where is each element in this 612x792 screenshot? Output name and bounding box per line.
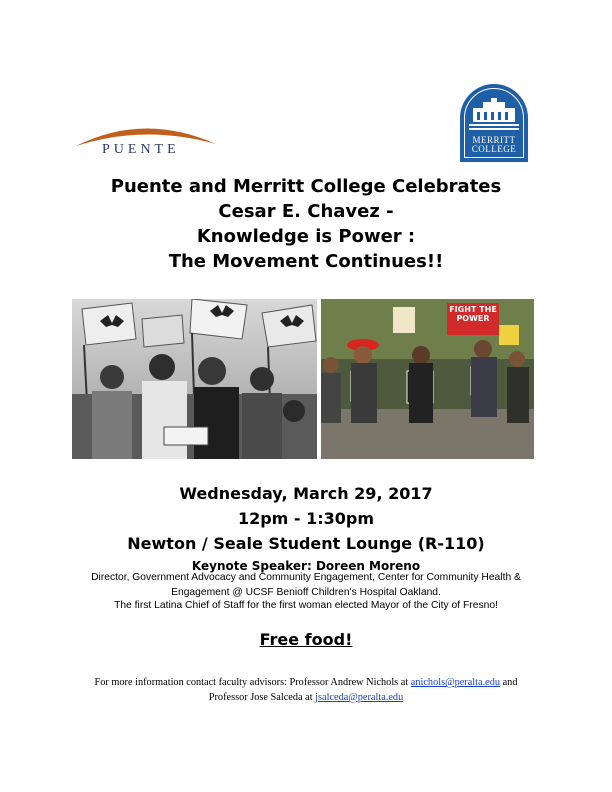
free-food-notice: Free food!: [259, 630, 353, 649]
modern-march-photo: [321, 299, 534, 459]
keynote-speaker: Keynote Speaker: Doreen Moreno: [191, 559, 421, 573]
event-date: Wednesday, March 29, 2017: [179, 484, 433, 503]
event-time: 12pm - 1:30pm: [237, 509, 375, 528]
contact-text-2: and: [500, 677, 518, 688]
title-line-2: Cesar E. Chavez -: [218, 201, 394, 222]
merritt-college-logo: [460, 84, 528, 162]
fight-the-power-sign: FIGHT THE POWER: [449, 305, 497, 323]
title-line-4: The Movement Continues!!: [168, 251, 444, 272]
speaker-bio-line-3: The first Latina Chief of Staff for the first woman elected Mayor of the City of Fresno!: [114, 600, 498, 611]
event-title: [0, 174, 612, 274]
speaker-bio-line-2: Engagement @ UCSF Benioff Children's Hospital Oakland.: [171, 587, 441, 598]
event-venue: Newton / Seale Student Lounge (R-110): [127, 534, 485, 553]
email-link-salceda[interactable]: jsalceda@peralta.edu: [315, 692, 404, 703]
puente-logo: [74, 118, 224, 160]
contact-text-3: Professor Jose Salceda at: [208, 692, 316, 703]
merritt-logo-text: MERRITT COLLEGE: [471, 135, 517, 154]
speaker-bio: [60, 570, 552, 600]
title-line-1: Puente and Merritt College Celebrates: [110, 176, 502, 197]
contact-info: [40, 675, 572, 705]
speaker-bio-line-1: Director, Government Advocacy and Community Engagement, Center for Community Health &: [91, 572, 521, 583]
title-line-3: Knowledge is Power :: [196, 226, 416, 247]
puente-logo-text: PUENTE: [102, 142, 180, 157]
email-link-nichols[interactable]: anichols@peralta.edu: [410, 677, 501, 688]
event-details: [0, 481, 612, 576]
contact-text-1: For more information contact faculty advisors: Professor Andrew Nichols at: [94, 677, 411, 688]
historical-march-photo: [72, 299, 317, 459]
building-icon: [469, 98, 519, 130]
